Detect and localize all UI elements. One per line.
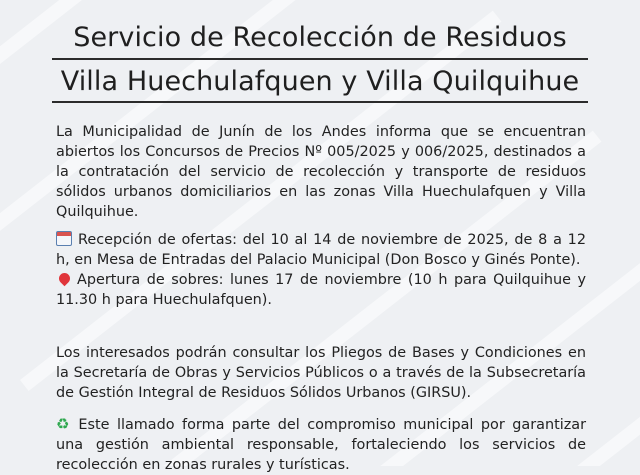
opening-paragraph	[56, 270, 586, 310]
intro-paragraph: La Municipalidad de Junín de los Andes informa que se encuentran abiertos los Concursos de Precios Nº 005/2025 y 006/2025, destinados a la contratación del servicio de recolección y transporte de residuos sólidos urbanos domiciliarios en las zonas Villa Huechulafquen y Villa Quilquihue.	[56, 124, 586, 220]
reception-paragraph	[56, 230, 586, 270]
calendar-icon	[56, 231, 72, 246]
page-title-line1: Servicio de Recolección de Residuos	[73, 22, 567, 53]
commitment-text: Este llamado forma parte del compromiso municipal por garantizar una gestión ambiental responsable, fortaleciendo los servicios de recolección en zonas rurales y turísticas.	[56, 417, 586, 473]
opening-text: Apertura de sobres: lunes 17 de noviembre (10 h para Quilquihue y 11.30 h para Huechulafquen).	[56, 272, 586, 308]
pin-icon	[57, 271, 73, 287]
title-divider-top	[52, 58, 588, 60]
reception-text: Recepción de ofertas: del 10 al 14 de noviembre de 2025, de 8 a 12 h, en Mesa de Entradas del Palacio Municipal (Don Bosco y Ginés Ponte).	[56, 232, 586, 268]
body-dates	[56, 230, 586, 310]
body-intro	[56, 122, 586, 222]
title-divider-bottom	[52, 101, 588, 103]
recycle-icon: ♻	[56, 415, 73, 433]
consult-paragraph: Los interesados podrán consultar los Pliegos de Bases y Condiciones en la Secretaría de Obras y Servicios Públicos o a través de la Subsecretaría de Gestión Integral de Residuos Sólidos Urbanos (GIRSU).	[56, 345, 586, 401]
page-title-line2: Villa Huechulafquen y Villa Quilquihue	[60, 66, 580, 97]
body-consult	[56, 343, 586, 403]
